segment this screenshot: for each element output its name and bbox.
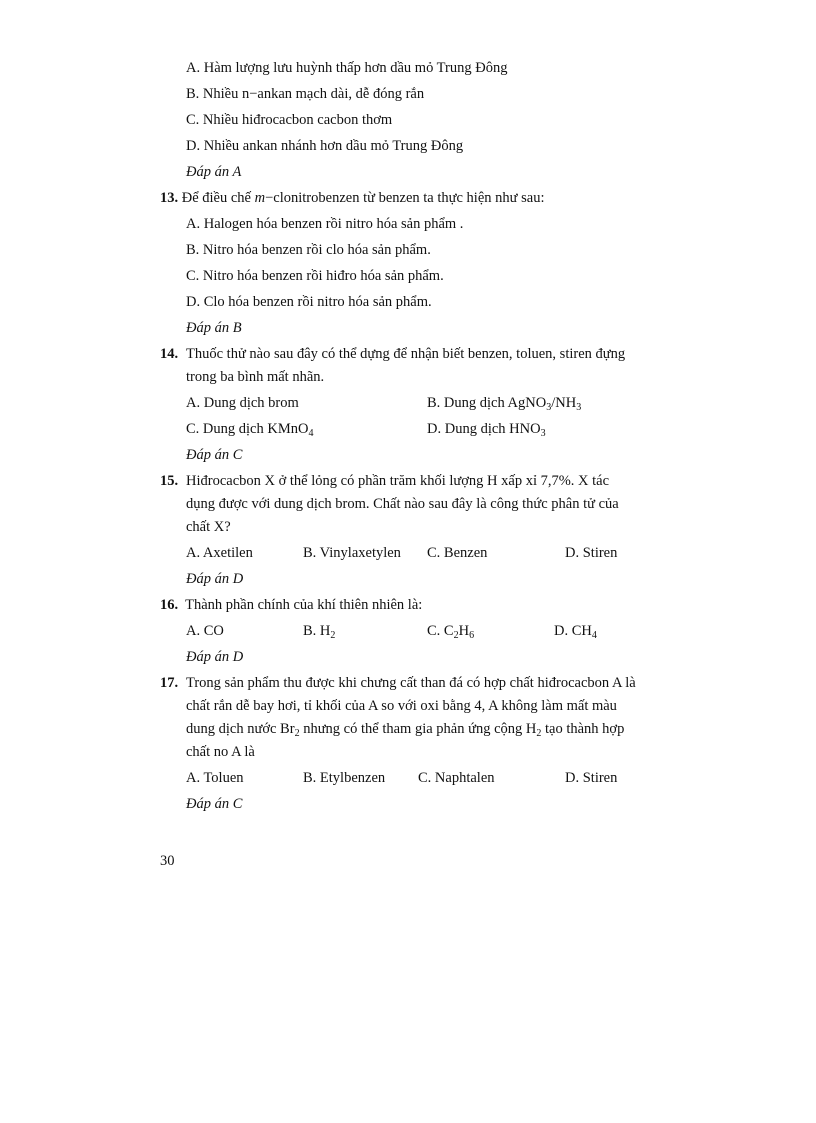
q13-stem-before: Để điều chế bbox=[181, 190, 255, 206]
q15-answer: Đáp án D bbox=[186, 571, 244, 587]
q17-option-c: C. Naphtalen bbox=[418, 770, 495, 786]
q12-option-b: B. Nhiều n−ankan mạch dài, dễ đóng rắn bbox=[186, 86, 425, 102]
q17-stem-line4: chất no A là bbox=[186, 744, 255, 760]
q16-number-label: 16. bbox=[160, 597, 179, 613]
q16-option-c-sub2: 6 bbox=[469, 630, 475, 641]
q14-option-c bbox=[186, 420, 313, 438]
q17-stem-line3 bbox=[186, 720, 658, 738]
q14-option-b-text: B. Dung dịch AgNO bbox=[427, 395, 547, 411]
q15-option-b: B. Vinylaxetylen bbox=[303, 545, 401, 561]
q16-option-b bbox=[303, 622, 335, 640]
q12-option-a: A. Hàm lượng lưu huỳnh thấp hơn dầu mỏ Trung Đông bbox=[186, 60, 508, 76]
q17-option-b: B. Etylbenzen bbox=[303, 770, 386, 786]
q13-stem-italic: m bbox=[254, 190, 266, 206]
q16-option-b-sub: 2 bbox=[330, 630, 336, 641]
q14-number bbox=[160, 345, 178, 363]
q16-option-c-sub1: 2 bbox=[453, 630, 459, 641]
q14-option-d-text: D. Dung dịch HNO bbox=[427, 421, 541, 437]
q16-option-c-mid: H bbox=[458, 623, 470, 639]
q14-option-c-text: C. Dung dịch KMnO bbox=[186, 421, 309, 437]
q14-option-b-mid: /NH bbox=[551, 395, 577, 411]
q17-number-label: 17. bbox=[160, 675, 179, 691]
q17-stem-line2: chất rắn dễ bay hơi, tỉ khối của A so với oxi bằng 4, A không làm mất màu bbox=[186, 698, 617, 714]
q14-option-b-sub1: 3 bbox=[546, 402, 552, 413]
q15-number bbox=[160, 472, 178, 490]
q13-option-d: D. Clo hóa benzen rồi nitro hóa sản phẩm. bbox=[186, 294, 432, 310]
q15-stem-line1: Hiđrocacbon X ở thể lỏng có phần trăm khối lượng H xấp xỉ 7,7%. X tác bbox=[186, 473, 610, 489]
q14-option-c-sub: 4 bbox=[308, 428, 314, 439]
q17-number bbox=[160, 674, 178, 692]
q13-stem bbox=[160, 189, 544, 207]
q15-option-a: A. Axetilen bbox=[186, 545, 253, 561]
q14-option-d bbox=[427, 420, 546, 438]
q17-option-a: A. Toluen bbox=[186, 770, 244, 786]
q17-stem-line3-sub2: 2 bbox=[536, 728, 542, 739]
q15-stem-line2: dụng được với dung dịch brom. Chất nào sau đây là công thức phân tử của bbox=[186, 496, 619, 512]
q14-stem-line1: Thuốc thử nào sau đây có thể dựng để nhận biết benzen, toluen, stiren đựng bbox=[186, 346, 626, 362]
q17-stem-line3-sub1: 2 bbox=[294, 728, 300, 739]
q13-option-a: A. Halogen hóa benzen rồi nitro hóa sản phẩm . bbox=[186, 216, 464, 232]
q16-stem bbox=[160, 596, 422, 614]
q13-option-b: B. Nitro hóa benzen rồi clo hóa sản phẩm. bbox=[186, 242, 431, 258]
q14-stem-line2: trong ba bình mất nhãn. bbox=[186, 369, 325, 385]
q12-option-d: D. Nhiều ankan nhánh hơn dầu mỏ Trung Đông bbox=[186, 138, 464, 154]
q15-option-d: D. Stiren bbox=[565, 545, 618, 561]
page-number: 30 bbox=[160, 853, 175, 869]
q12-answer: Đáp án A bbox=[186, 164, 242, 180]
q16-option-d-text: D. CH bbox=[554, 623, 592, 639]
q13-stem-after: −clonitrobenzen từ benzen ta thực hiện như sau: bbox=[265, 190, 545, 206]
q15-number-label: 15. bbox=[160, 473, 179, 489]
q14-option-d-sub: 3 bbox=[540, 428, 546, 439]
q17-option-d: D. Stiren bbox=[565, 770, 618, 786]
q17-answer: Đáp án C bbox=[186, 796, 243, 812]
q16-option-c bbox=[427, 622, 474, 640]
q17-stem-line1: Trong sản phẩm thu được khi chưng cất than đá có hợp chất hiđrocacbon A là bbox=[186, 675, 636, 691]
q14-option-a: A. Dung dịch brom bbox=[186, 395, 299, 411]
q14-answer: Đáp án C bbox=[186, 447, 243, 463]
q16-option-d bbox=[554, 622, 597, 640]
q13-option-c: C. Nitro hóa benzen rồi hiđro hóa sản phẩm. bbox=[186, 268, 444, 284]
q14-option-b bbox=[427, 394, 581, 412]
q17-stem-line3-pre: dung dịch nước Br bbox=[186, 721, 295, 737]
q12-option-c: C. Nhiều hiđrocacbon cacbon thơm bbox=[186, 112, 393, 128]
q15-stem-line3: chất X? bbox=[186, 519, 231, 535]
q16-option-a: A. CO bbox=[186, 623, 224, 639]
q17-stem-line3-mid: nhưng có thể tham gia phản ứng cộng H bbox=[299, 721, 537, 737]
q15-option-c: C. Benzen bbox=[427, 545, 488, 561]
q13-answer: Đáp án B bbox=[186, 320, 242, 336]
q16-answer: Đáp án D bbox=[186, 649, 244, 665]
q14-number-label: 14. bbox=[160, 346, 179, 362]
q14-option-b-sub2: 3 bbox=[576, 402, 582, 413]
q17-stem-line3-post: tạo thành hợp bbox=[541, 721, 625, 737]
q16-option-b-text: B. H bbox=[303, 623, 331, 639]
q16-option-d-sub: 4 bbox=[591, 630, 597, 641]
q16-stem-text: Thành phần chính của khí thiên nhiên là: bbox=[185, 597, 423, 613]
q16-option-c-text: C. C bbox=[427, 623, 454, 639]
q13-number: 13. bbox=[160, 190, 179, 206]
